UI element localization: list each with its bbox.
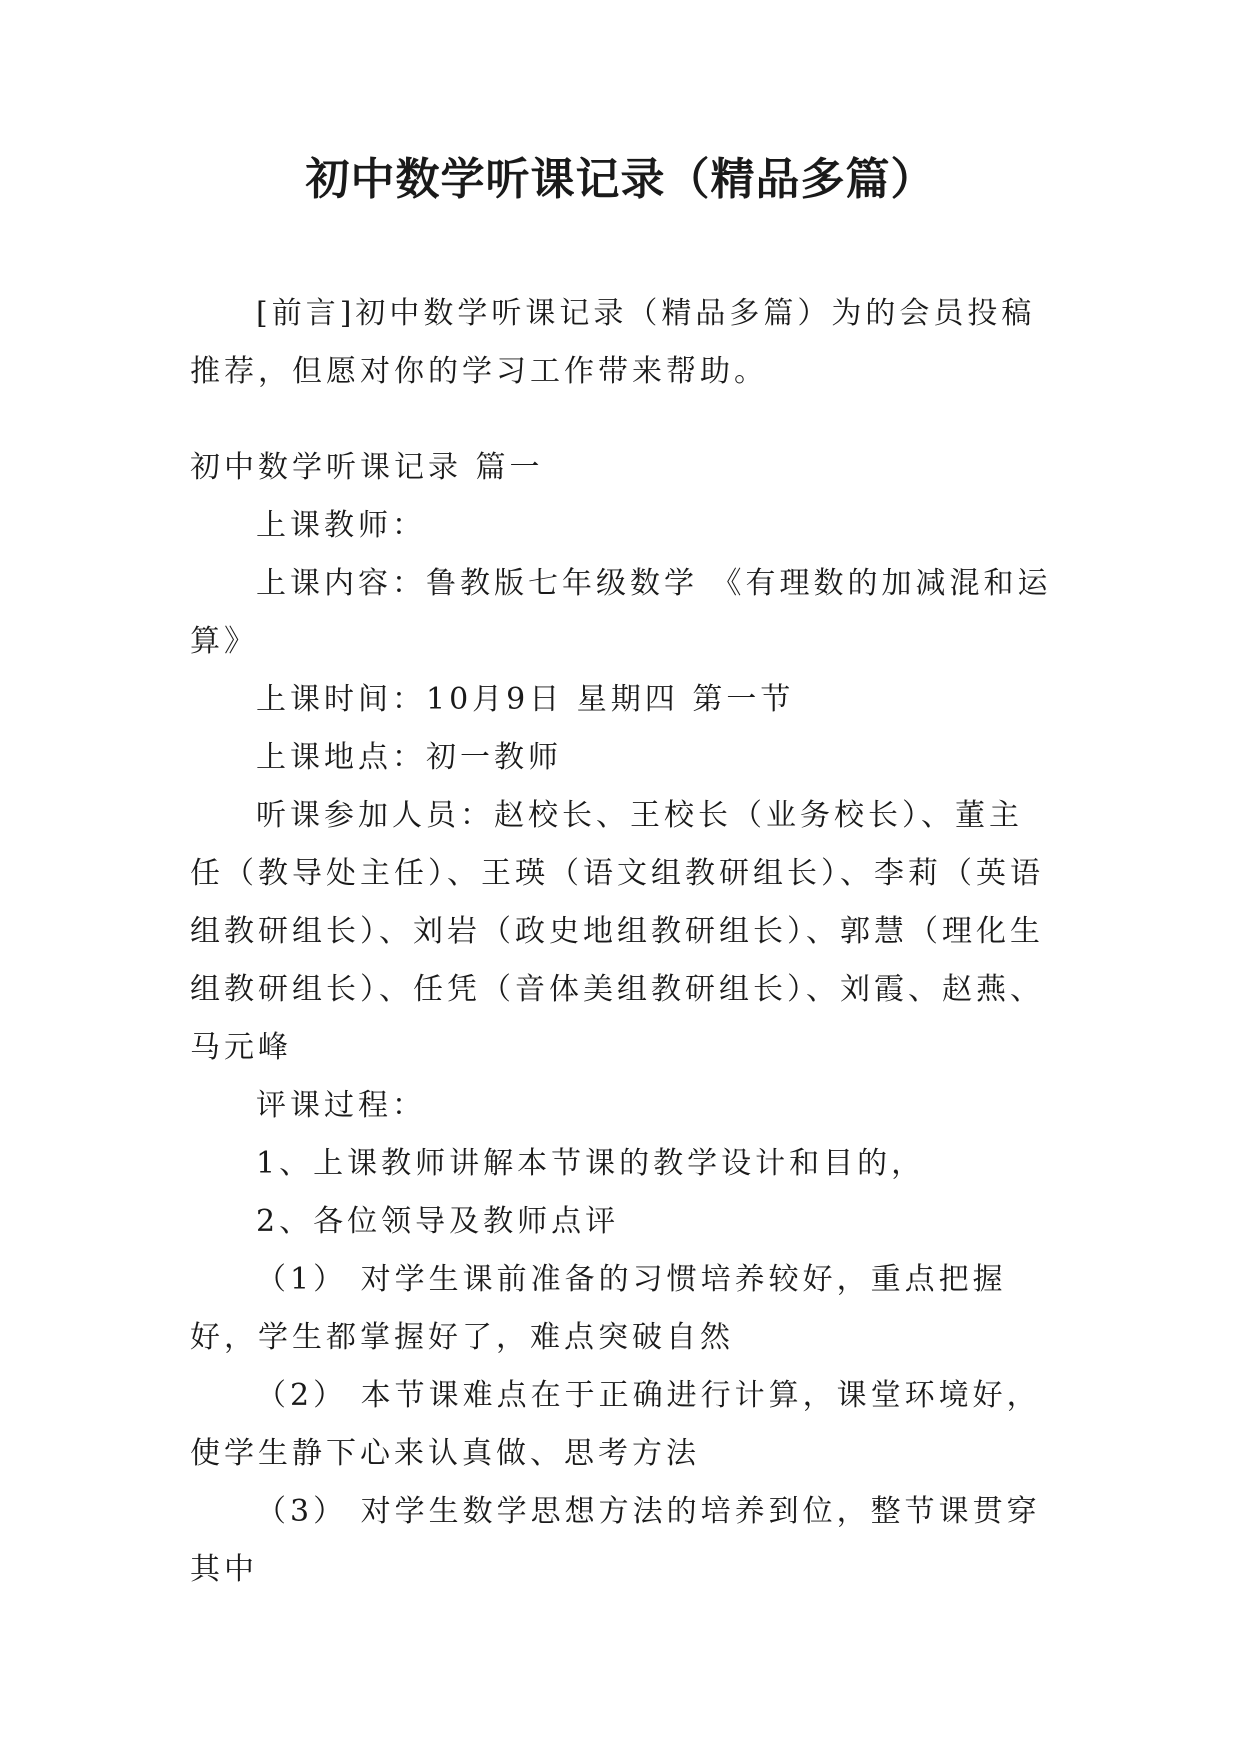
content-line: 上课内容：鲁教版七年级数学 《有理数的加减混和运算》 (190, 566, 1052, 659)
comment-item: （3） 对学生数学思想方法的培养到位，整节课贯穿其中 (190, 1494, 1041, 1587)
preface-paragraph: [前言]初中数学听课记录（精品多篇）为的会员投稿推荐，但愿对你的学习工作带来帮助。 (190, 296, 1036, 389)
document-body (190, 285, 1052, 1599)
time-line: 上课时间：10月9日 星期四 第一节 (256, 682, 795, 717)
page-title: 初中数学听课记录（精品多篇） (305, 154, 936, 205)
comment-item: （2） 本节课难点在于正确进行计算，课堂环境好，使学生静下心来认真做、思考方法 (190, 1378, 1041, 1471)
comment-item: （1） 对学生课前准备的习惯培养较好，重点把握好，学生都掌握好了，难点突破自然 (190, 1262, 1007, 1355)
section-heading: 初中数学听课记录 篇一 (190, 450, 544, 485)
attendees-paragraph: 听课参加人员：赵校长、王校长（业务校长）、董主任（教导处主任）、王瑛（语文组教研组长）、李莉（英语组教研组长）、刘岩（政史地组教研组长）、郭慧（理化生组教研组长）、任凭（音体美组教研组长）、刘霞、赵燕、马元峰 (190, 798, 1044, 1065)
evaluation-heading: 评课过程： (256, 1088, 426, 1123)
list-item: 1、上课教师讲解本节课的教学设计和目的， (256, 1146, 926, 1181)
list-item: 2、各位领导及教师点评 (256, 1204, 620, 1239)
location-line: 上课地点：初一教师 (256, 740, 562, 775)
teacher-line: 上课教师： (256, 508, 426, 543)
